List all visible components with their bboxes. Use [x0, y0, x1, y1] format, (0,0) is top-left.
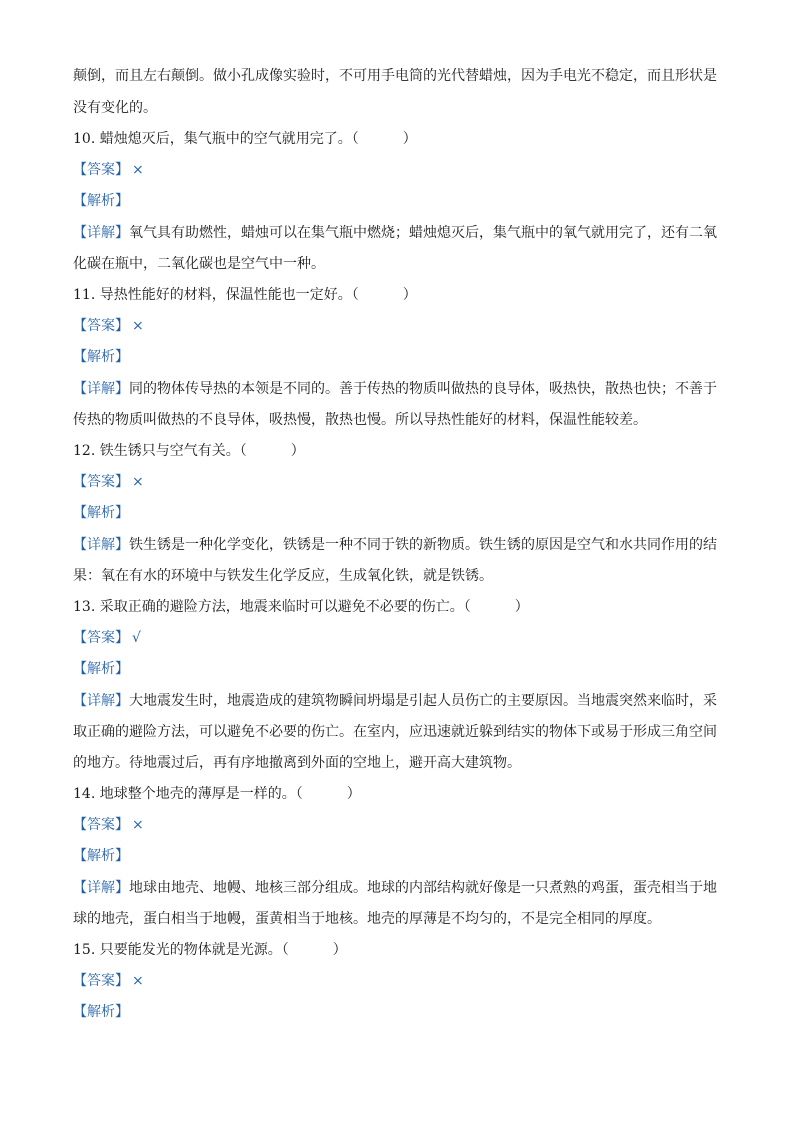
detail-line [73, 535, 723, 555]
detail-text: 取正确的避险方法，可以避免不必要的伤亡。在室内，应迅速就近躲到结实的物体下或易于形成三角空间 [73, 724, 717, 740]
detail-text: 化碳在瓶中，二氧化碳也是空气中一种。 [73, 256, 325, 272]
detail-label: 【详解】 [73, 225, 129, 241]
answer-mark: × [132, 318, 144, 334]
question-paren-close: ） [514, 599, 529, 615]
answer-mark: √ [132, 630, 141, 646]
question-stem: 15. 只要能发光的物体就是光源。（ [73, 942, 289, 958]
answer-mark: × [132, 162, 144, 178]
answer-line [73, 160, 723, 180]
detail-text: 果：氧在有水的环境中与铁发生化学反应，生成氧化铁，就是铁锈。 [73, 568, 493, 584]
detail-text: 氧气具有助燃性，蜡烛可以在集气瓶中燃烧；蜡烛熄灭后，集气瓶中的氧气就用完了，还有二氧 [129, 225, 717, 241]
question-paren-close: ） [402, 287, 417, 303]
answer-line [73, 971, 723, 991]
question-paren-close: ） [332, 942, 347, 958]
analysis-label: 【解析】 [73, 661, 129, 677]
intro-line: 颠倒，而且左右颠倒。做小孔成像实验时，不可用手电筒的光代替蜡烛，因为手电光不稳定，而且形状是 [73, 68, 717, 84]
detail-text: 球的地壳，蛋白相当于地幔，蛋黄相当于地核。地壳的厚薄是不均匀的，不是完全相同的厚度。 [73, 911, 661, 927]
question-stem: 14. 地球整个地壳的薄厚是一样的。（ [73, 786, 303, 802]
detail-label: 【详解】 [73, 381, 129, 397]
question-stem: 12. 铁生锈只与空气有关。（ [73, 443, 247, 459]
analysis-label: 【解析】 [73, 349, 129, 365]
question-14 [73, 784, 723, 804]
question-12 [73, 441, 723, 461]
answer-label: 【答案】 [73, 973, 129, 989]
question-stem: 10. 蜡烛熄灭后，集气瓶中的空气就用完了。（ [73, 131, 359, 147]
question-paren-close: ） [346, 786, 361, 802]
question-stem: 11. 导热性能好的材料，保温性能也一定好。（ [73, 287, 359, 303]
detail-line [73, 379, 723, 399]
analysis-label: 【解析】 [73, 848, 129, 864]
analysis-label: 【解析】 [73, 1004, 129, 1020]
intro-line: 没有变化的。 [73, 100, 157, 116]
answer-label: 【答案】 [73, 630, 129, 646]
detail-text: 传热的物质叫做热的不良导体，吸热慢，散热也慢。所以导热性能好的材料，保温性能较差。 [73, 412, 647, 428]
question-15 [73, 940, 723, 960]
analysis-line [73, 846, 723, 866]
answer-mark: × [132, 817, 144, 833]
answer-label: 【答案】 [73, 162, 129, 178]
question-10 [73, 129, 723, 149]
detail-label: 【详解】 [73, 693, 129, 709]
answer-mark: × [132, 973, 144, 989]
detail-text: 的地方。待地震过后，再有序地撤离到外面的空地上，避开高大建筑物。 [73, 755, 521, 771]
detail-line [73, 223, 723, 243]
analysis-label: 【解析】 [73, 193, 129, 209]
detail-label: 【详解】 [73, 880, 129, 896]
answer-line [73, 316, 723, 336]
answer-line [73, 472, 723, 492]
question-paren-close: ） [290, 443, 305, 459]
detail-line [73, 878, 723, 898]
analysis-line [73, 347, 723, 367]
question-stem: 13. 采取正确的避险方法，地震来临时可以避免不必要的伤亡。（ [73, 599, 471, 615]
question-13 [73, 597, 723, 617]
analysis-label: 【解析】 [73, 505, 129, 521]
answer-line [73, 628, 723, 648]
detail-line [73, 691, 723, 711]
analysis-line [73, 503, 723, 523]
detail-text: 大地震发生时，地震造成的建筑物瞬间坍塌是引起人员伤亡的主要原因。当地震突然来临时，采 [129, 693, 717, 709]
answer-label: 【答案】 [73, 474, 129, 490]
detail-text: 地球由地壳、地幔、地核三部分组成。地球的内部结构就好像是一只煮熟的鸡蛋，蛋壳相当于地 [129, 880, 717, 896]
detail-text: 铁生锈是一种化学变化，铁锈是一种不同于铁的新物质。铁生锈的原因是空气和水共同作用的结 [129, 537, 717, 553]
answer-label: 【答案】 [73, 318, 129, 334]
detail-text: 同的物体传导热的本领是不同的。善于传热的物质叫做热的良导体，吸热快，散热也快；不善于 [129, 381, 717, 397]
answer-line [73, 815, 723, 835]
question-paren-close: ） [402, 131, 417, 147]
detail-label: 【详解】 [73, 537, 129, 553]
answer-label: 【答案】 [73, 817, 129, 833]
analysis-line [73, 1002, 723, 1022]
answer-mark: × [132, 474, 144, 490]
analysis-line [73, 191, 723, 211]
analysis-line [73, 659, 723, 679]
question-11 [73, 285, 723, 305]
